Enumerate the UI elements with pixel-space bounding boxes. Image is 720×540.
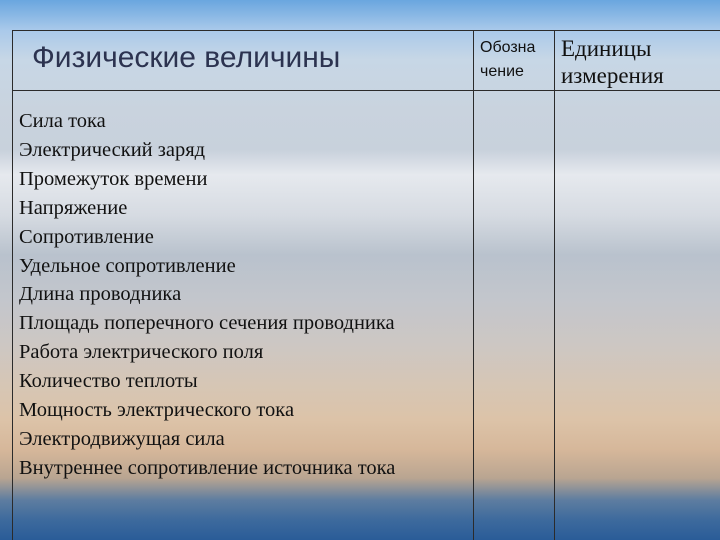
table-header-divider (12, 90, 720, 91)
column-divider-units (554, 30, 555, 540)
header-units-line-2: измерения (561, 63, 664, 88)
list-item: Внутреннее сопротивление источника тока (19, 456, 396, 479)
header-units-line-1: Единицы (561, 36, 652, 61)
header-units (561, 35, 711, 89)
list-item: Электрический заряд (19, 138, 206, 161)
list-item: Работа электрического поля (19, 341, 264, 364)
list-item: Электродвижущая сила (19, 427, 225, 450)
header-symbol (480, 36, 552, 84)
column-divider-symbol (473, 30, 474, 540)
quantities-table (12, 30, 720, 540)
list-item: Площадь поперечного сечения проводника (19, 312, 395, 335)
header-symbol-line-1: Обозна (480, 39, 536, 56)
list-item: Сила тока (19, 110, 106, 132)
list-item: Сопротивление (19, 225, 154, 248)
list-item: Длина проводника (19, 283, 182, 306)
list-item: Напряжение (19, 196, 128, 219)
list-item: Мощность электрического тока (19, 399, 295, 422)
header-physical-quantities: Физические величины (32, 41, 341, 74)
table-border-top (12, 30, 720, 31)
list-item: Количество теплоты (19, 370, 198, 393)
header-symbol-line-2: чение (480, 63, 524, 80)
list-item: Удельное сопротивление (19, 254, 236, 277)
quantity-list (19, 107, 395, 483)
list-item: Промежуток времени (19, 167, 208, 190)
table-border-left (12, 30, 13, 540)
